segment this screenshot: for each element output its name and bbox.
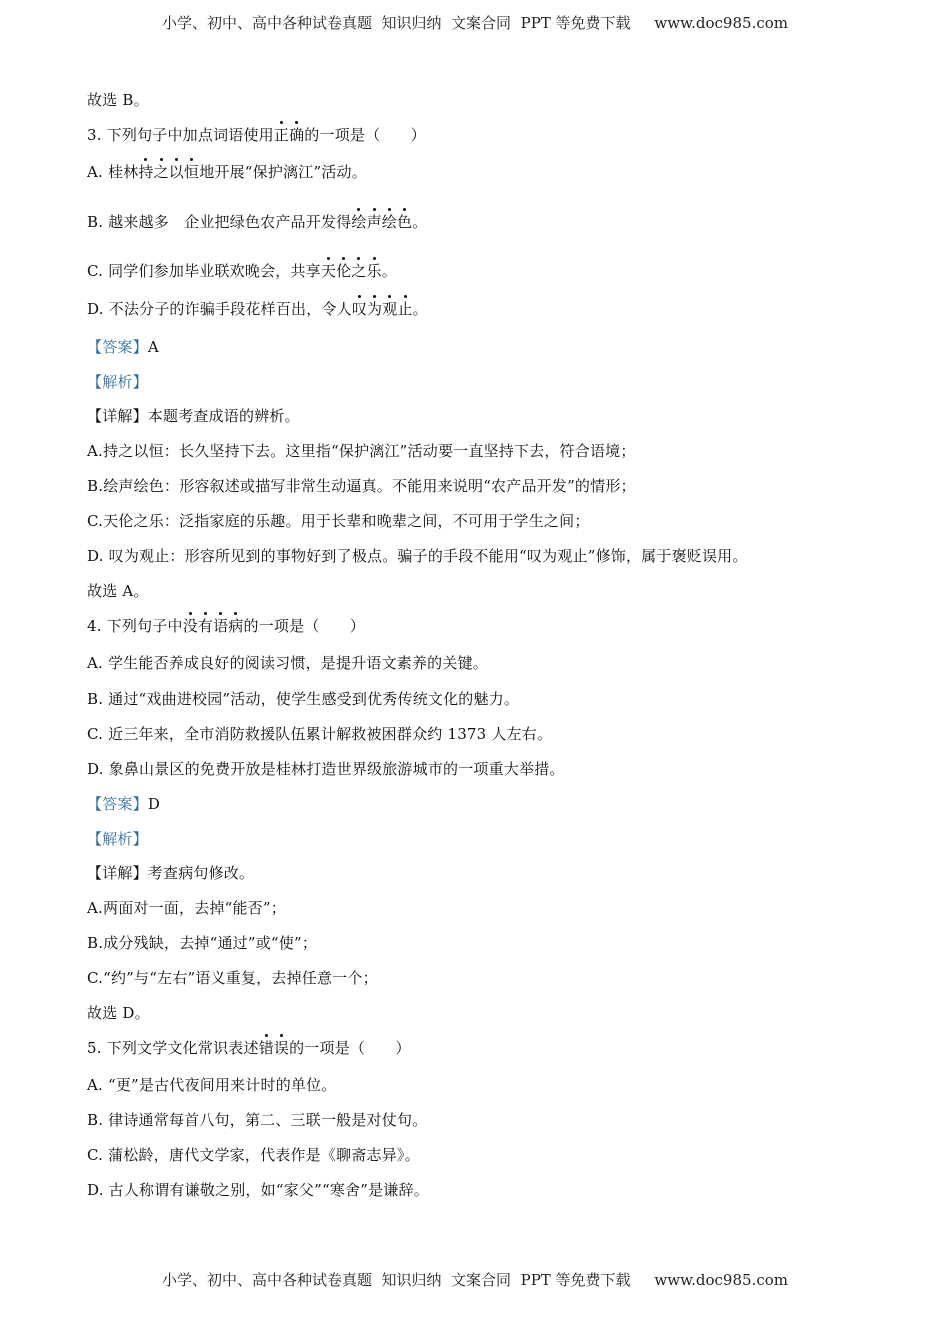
emphasis-dot-char: 持 — [138, 163, 154, 181]
question-text-tail: 的一项是（ ） — [289, 1039, 411, 1057]
option-text: A. 桂林 — [87, 163, 139, 181]
question-text-tail: 的一项是（ ） — [304, 126, 426, 144]
emphasis-dot-char: 以 — [168, 163, 184, 181]
question-4-option-d: D. 象鼻山景区的免费开放是桂林打造世界级旅游城市的一项重大举措。 — [87, 760, 565, 778]
question-text: 3. 下列句子中加点词语使用 — [87, 126, 274, 144]
explanation-q3-b: B.绘声绘色：形容叙述或描写非常生动逼真。不能用来说明“农产品开发”的情形； — [87, 477, 636, 495]
emphasized-word — [259, 1039, 289, 1057]
emphasized-word — [321, 262, 382, 280]
question-4 — [87, 616, 365, 636]
emphasis-dot-char: 误 — [273, 1039, 290, 1057]
emphasized-word — [352, 300, 413, 318]
analysis-label-q4: 【解析】 — [87, 830, 148, 848]
page-header: 小学、初中、高中各种试卷真题 知识归纳 文案合同 PPT 等免费下载 www.doc985.com — [161, 14, 788, 32]
conclusion-q2: 故选 B。 — [87, 91, 149, 109]
question-5-option-b: B. 律诗通常每首八句，第二、三联一般是对仗句。 — [87, 1111, 428, 1129]
explanation-q4-a: A.两面对一面，去掉“能否”； — [87, 899, 286, 917]
option-text: C. 同学们参加毕业联欢晚会，共享 — [87, 262, 321, 280]
emphasis-dot-char: 错 — [258, 1039, 274, 1057]
analysis-label-q3: 【解析】 — [87, 373, 148, 391]
emphasis-dot-char: 色 — [396, 213, 413, 231]
option-text-tail: 地开展“保护漓江”活动。 — [199, 163, 367, 181]
question-4-option-b: B. 通过“戏曲进校园”活动，使学生感受到优秀传统文化的魅力。 — [87, 690, 520, 708]
answer-label: 【答案】 — [87, 338, 148, 356]
detail-q3: 【详解】本题考查成语的辨析。 — [87, 407, 300, 425]
question-5-option-d: D. 古人称谓有谦敬之别，如“家父”“寒舍”是谦辞。 — [87, 1181, 429, 1199]
emphasis-dot-char: 声 — [366, 213, 382, 231]
answer-q4 — [87, 794, 160, 814]
question-5-option-a: A. “更”是古代夜间用来计时的单位。 — [87, 1076, 337, 1094]
explanation-q3-c: C.天伦之乐：泛指家庭的乐趣。用于长辈和晚辈之间，不可用于学生之间； — [87, 512, 590, 530]
answer-q3 — [87, 337, 159, 357]
answer-label: 【答案】 — [87, 795, 148, 813]
question-3-option-b — [87, 212, 427, 232]
question-3-option-d — [87, 299, 428, 319]
option-text: B. 越来越多 企业把绿色农产品开发得 — [87, 213, 352, 231]
question-5 — [87, 1038, 411, 1058]
conclusion-q3: 故选 A。 — [87, 582, 149, 600]
question-3-option-c — [87, 261, 397, 281]
option-text-tail: 。 — [412, 213, 428, 231]
conclusion-q4: 故选 D。 — [87, 1004, 150, 1022]
question-3 — [87, 125, 426, 145]
emphasis-dot-char: 确 — [289, 126, 305, 144]
emphasized-word — [351, 213, 412, 231]
emphasis-dot-char: 正 — [273, 126, 290, 144]
emphasis-dot-char: 为 — [367, 300, 383, 318]
explanation-q4-c: C.“约”与“左右”语义重复，去掉任意一个； — [87, 969, 378, 987]
question-4-option-a: A. 学生能否养成良好的阅读习惯，是提升语文素养的关键。 — [87, 654, 488, 672]
emphasis-dot-char: 止 — [397, 300, 413, 318]
emphasis-dot-char: 恒 — [183, 163, 200, 181]
emphasis-dot-char: 绘 — [381, 213, 397, 231]
emphasis-dot-char: 绘 — [351, 213, 367, 231]
detail-q4: 【详解】考查病句修改。 — [87, 864, 255, 882]
question-text: 4. 下列句子中 — [87, 617, 183, 635]
emphasis-dot-char: 之 — [153, 163, 169, 181]
option-text-tail: 。 — [412, 300, 428, 318]
emphasis-dot-char: 语 — [213, 617, 229, 635]
explanation-q3-a: A.持之以恒：长久坚持下去。这里指“保护漓江”活动要一直坚持下去，符合语境； — [87, 442, 636, 460]
explanation-q4-b: B.成分残缺，去掉“通过”或“使”； — [87, 934, 318, 952]
emphasis-dot-char: 之 — [351, 262, 367, 280]
question-5-option-c: C. 蒲松龄，唐代文学家，代表作是《聊斋志异》。 — [87, 1146, 420, 1164]
option-text: D. 不法分子的诈骗手段花样百出，令人 — [87, 300, 352, 318]
question-text-tail: 的一项是（ ） — [243, 617, 366, 635]
emphasized-word — [183, 617, 244, 635]
page-footer: 小学、初中、高中各种试卷真题 知识归纳 文案合同 PPT 等免费下载 www.doc985.com — [161, 1271, 788, 1289]
answer-value: D — [147, 795, 161, 813]
emphasis-dot-char: 伦 — [336, 262, 352, 280]
question-text: 5. 下列文学文化常识表述 — [87, 1039, 259, 1057]
emphasis-dot-char: 天 — [320, 262, 337, 280]
answer-value: A — [147, 338, 159, 356]
emphasis-dot-char: 叹 — [351, 300, 368, 318]
emphasis-dot-char: 病 — [228, 617, 244, 635]
emphasized-word — [274, 126, 304, 144]
emphasized-word — [138, 163, 199, 181]
emphasis-dot-char: 有 — [197, 617, 214, 635]
explanation-q3-d: D. 叹为观止：形容所见到的事物好到了极点。骗子的手段不能用“叹为观止”修饰，属于褒贬误用。 — [87, 547, 748, 565]
emphasis-dot-char: 观 — [382, 300, 398, 318]
emphasis-dot-char: 没 — [182, 617, 198, 635]
question-3-option-a — [87, 162, 367, 182]
question-4-option-c: C. 近三年来，全市消防救援队伍累计解救被困群众约 1373 人左右。 — [87, 725, 553, 743]
emphasis-dot-char: 乐 — [366, 262, 382, 280]
option-text-tail: 。 — [381, 262, 397, 280]
